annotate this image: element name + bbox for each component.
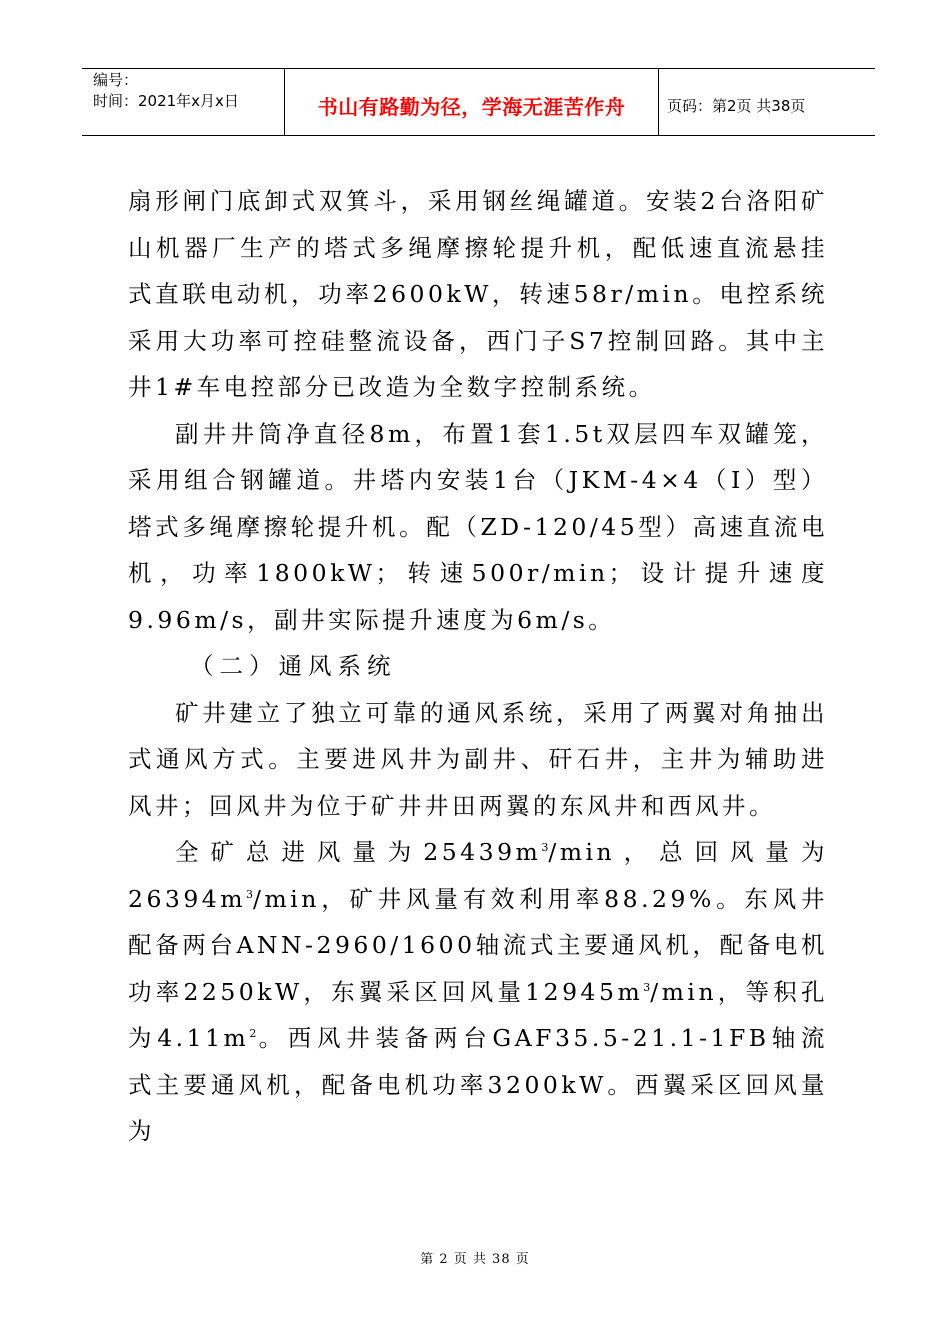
paragraph-main-shaft: 扇形闸门底卸式双箕斗，采用钢丝绳罐道。安装2台洛阳矿山机器厂生产的塔式多绳摩擦轮提升机，配低速直流悬挂式直联电动机，功率2600kW，转速58r/min。电控系统采用大功率可控硅整流设备，西门子S7控制回路。其中主井1#车电控部分已改造为全数字控制系统。 — [128, 187, 828, 401]
air-volume-text-e: 。西风井装备两台GAF35.5-21.1-1FB轴流式主要通风机，配备电机功率3200kW。西翼采区回风量为 — [128, 1024, 828, 1145]
air-volume-text-d: /min，等积孔为4.11m — [128, 977, 828, 1052]
air-volume-text-c: /min，矿井风量有效利用率88.29%。东风井配备两台ANN-2960/1600轴流式主要通风机，配备电机功率2250kW，东翼采区回风量12945m — [128, 884, 828, 1006]
document-body — [128, 178, 828, 1155]
paragraph-ventilation-system: 矿井建立了独立可靠的通风系统，采用了两翼对角抽出式通风方式。主要进风井为副井、矸石井，主井为辅助进风井；回风井为位于矿井井田两翼的东风井和西风井。 — [128, 698, 828, 820]
document-time-label: 时间：2021年x月x日 — [93, 92, 239, 110]
paragraph-auxiliary-shaft: 副井井筒净直径8m，布置1套1.5t双层四车双罐笼，采用组合钢罐道。井塔内安装1台（JKM-4×4（Ⅰ）型）塔式多绳摩擦轮提升机。配（ZD-120/45型）高速直流电机，功率1800kW；转速500r/min；设计提升速度9.96m/s，副井实际提升速度为6m/s。 — [128, 419, 828, 634]
header-page-number: 页码：第2页 共38页 — [667, 96, 806, 115]
page-footer: 第 2 页 共 38 页 — [420, 1252, 530, 1267]
superscript-cubed: 3 — [643, 980, 651, 994]
superscript-squared: 2 — [249, 1027, 257, 1041]
air-volume-text-a: 全矿总进风量为25439m — [175, 838, 542, 866]
page-header — [82, 68, 875, 136]
document-number-label: 编号： — [93, 71, 139, 89]
superscript-cubed: 3 — [541, 841, 549, 855]
paragraph-air-volume — [128, 829, 828, 1155]
section-heading-ventilation: （二）通风系统 — [190, 652, 397, 680]
header-meta — [82, 69, 285, 135]
air-volume-text-b: /min，总回风量为26394m — [128, 838, 828, 913]
superscript-cubed: 3 — [246, 887, 254, 901]
header-motto: 书山有路勤为径，学海无涯苦作舟 — [285, 69, 659, 135]
